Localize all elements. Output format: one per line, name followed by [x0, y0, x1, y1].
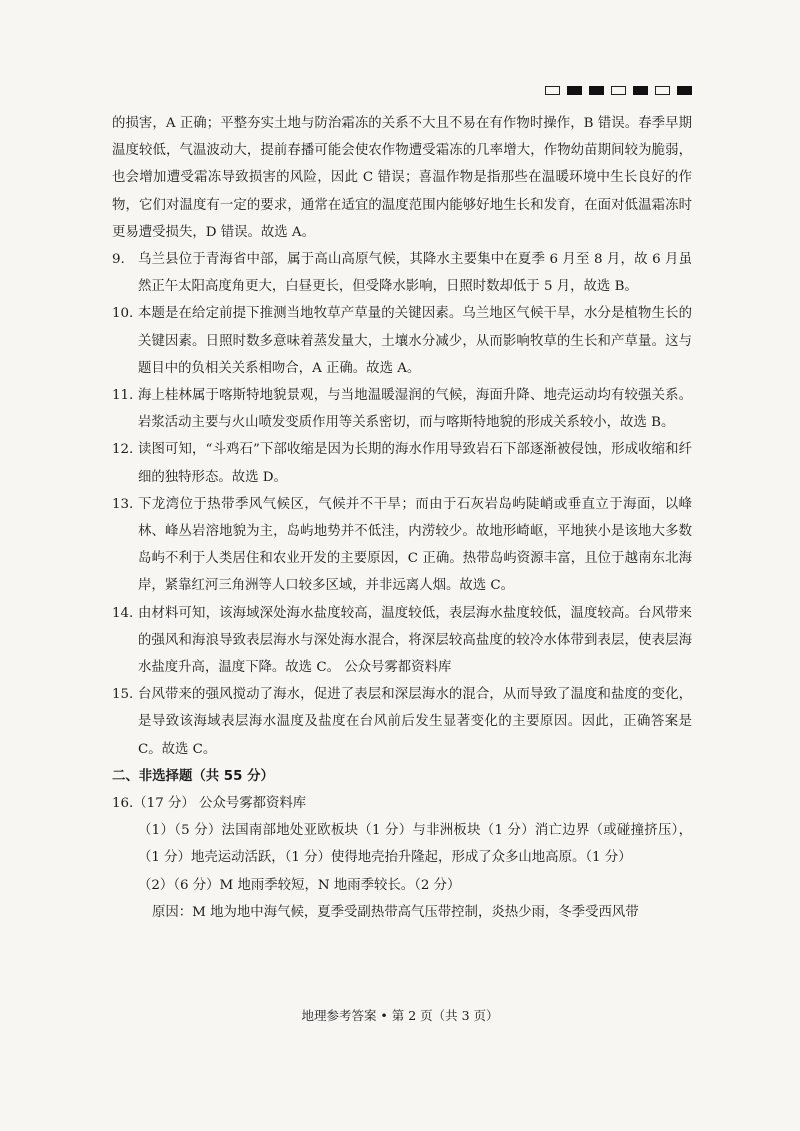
answer-items [112, 246, 692, 763]
header-mark [633, 86, 648, 95]
header-mark [589, 86, 604, 95]
question-16-part-1: （1）（5 分）法国南部地处亚欧板块（1 分）与非洲板块（1 分）消亡边界（或碰撞挤压），（1 分）地壳运动活跃，（1 分）使得地壳抬升隆起，形成了众多山地高原。（1 分） [138, 823, 692, 866]
answer-item [112, 681, 692, 763]
header-mark [567, 86, 582, 95]
answer-item [112, 300, 692, 382]
answer-text: 海上桂林属于喀斯特地貌景观，与当地温暖湿润的气候，海面升降、地壳运动均有较强关系。岩浆活动主要与火山喷发变质作用等关系密切，而与喀斯特地貌的形成关系较小，故选 B。 [138, 388, 692, 431]
header-marks [545, 86, 692, 95]
answer-item [112, 382, 692, 436]
answer-number: 14. [112, 605, 134, 621]
answer-content [112, 110, 692, 926]
answer-number: 11. [112, 388, 134, 404]
answer-text: 台风带来的强风搅动了海水，促进了表层和深层海水的混合，从而导致了温度和盐度的变化，是导致该海域表层海水温度及盐度在台风前后发生显著变化的主要原因。因此，正确答案是 C。故选 C。 [138, 687, 692, 757]
answer-item [112, 491, 692, 600]
section-title: 二、非选择题（共 55 分） [112, 768, 274, 784]
answer-text: 乌兰县位于青海省中部，属于高山高原气候，其降水主要集中在夏季 6 月至 8 月，故 6 月虽然正午太阳高度角更大，白昼更长，但受降水影响，日照时数却低于 5 月，故选 B。 [138, 252, 692, 295]
answer-text: 读图可知，“斗鸡石”下部收缩是因为长期的海水作用导致岩石下部逐渐被侵蚀，形成收缩和纤细的独特形态。故选 D。 [138, 442, 692, 485]
answer-number: 15. [112, 687, 134, 703]
answer-number: 13. [112, 496, 134, 512]
header-mark [677, 86, 692, 95]
answer-number: 10. [112, 306, 134, 322]
page-footer: 地理参考答案 • 第 2 页（共 3 页） [301, 1008, 499, 1023]
header-mark [655, 86, 670, 95]
header-mark [545, 86, 560, 95]
answer-item [112, 436, 692, 490]
answer-item [112, 600, 692, 682]
question-16-part-2: （2）（6 分）M 地雨季较短，N 地雨季较长。（2 分） [138, 877, 461, 893]
question-16-heading: 16.（17 分） 公众号雾都资料库 [112, 796, 307, 812]
answer-text: 下龙湾位于热带季风气候区，气候并不干旱；而由于石灰岩岛屿陡峭或垂直立于海面，以峰林、峰丛岩溶地貌为主，岛屿地势并不低洼，内涝较少。故地形崎岖，平地狭小是该地大多数岛屿不利于人类居住和农业开发的主要原因，C 正确。热带岛屿资源丰富，且位于越南东北海岸，紧靠红河三角洲等人口较多区域，并非远离人烟。故选 C。 [138, 496, 692, 594]
answer-number: 12. [112, 442, 134, 458]
answer-text: 本题是在给定前提下推测当地牧草产草量的关键因素。乌兰地区气候干旱，水分是植物生长的关键因素。日照时数多意味着蒸发量大，土壤水分减少，从而影响牧草的生长和产草量。这与题目中的负相关关系相吻合，A 正确。故选 A。 [138, 306, 692, 376]
answer-item [112, 246, 692, 300]
answer-number: 9. [112, 252, 125, 268]
intro-paragraph: 的损害，A 正确；平整夯实土地与防治霜冻的关系不大且不易在有作物时操作，B 错误。春季早期温度较低，气温波动大，提前春播可能会使农作物遭受霜冻的几率增大，作物幼苗期间较为脆弱，也会增加遭受霜冻导致损害的风险，因此 C 错误；喜温作物是指那些在温暖环境中生长良好的作物，它们对温度有一定的要求，通常在适宜的温度范围内能够好地生长和发育，在面对低温霜冻时更易遭受损失，D 错误。故选 A。 [112, 116, 692, 240]
answer-text: 由材料可知，该海域深处海水盐度较高，温度较低，表层海水盐度较低，温度较高。台风带来的强风和海浪导致表层海水与深处海水混合，将深层较高盐度的较冷水体带到表层，使表层海水盐度升高，温度下降。故选 C。 公众号雾都资料库 [138, 605, 692, 676]
question-16-reason: 原因：M 地为地中海气候，夏季受副热带高气压带控制，炎热少雨，冬季受西风带 [152, 904, 639, 920]
header-mark [611, 86, 626, 95]
